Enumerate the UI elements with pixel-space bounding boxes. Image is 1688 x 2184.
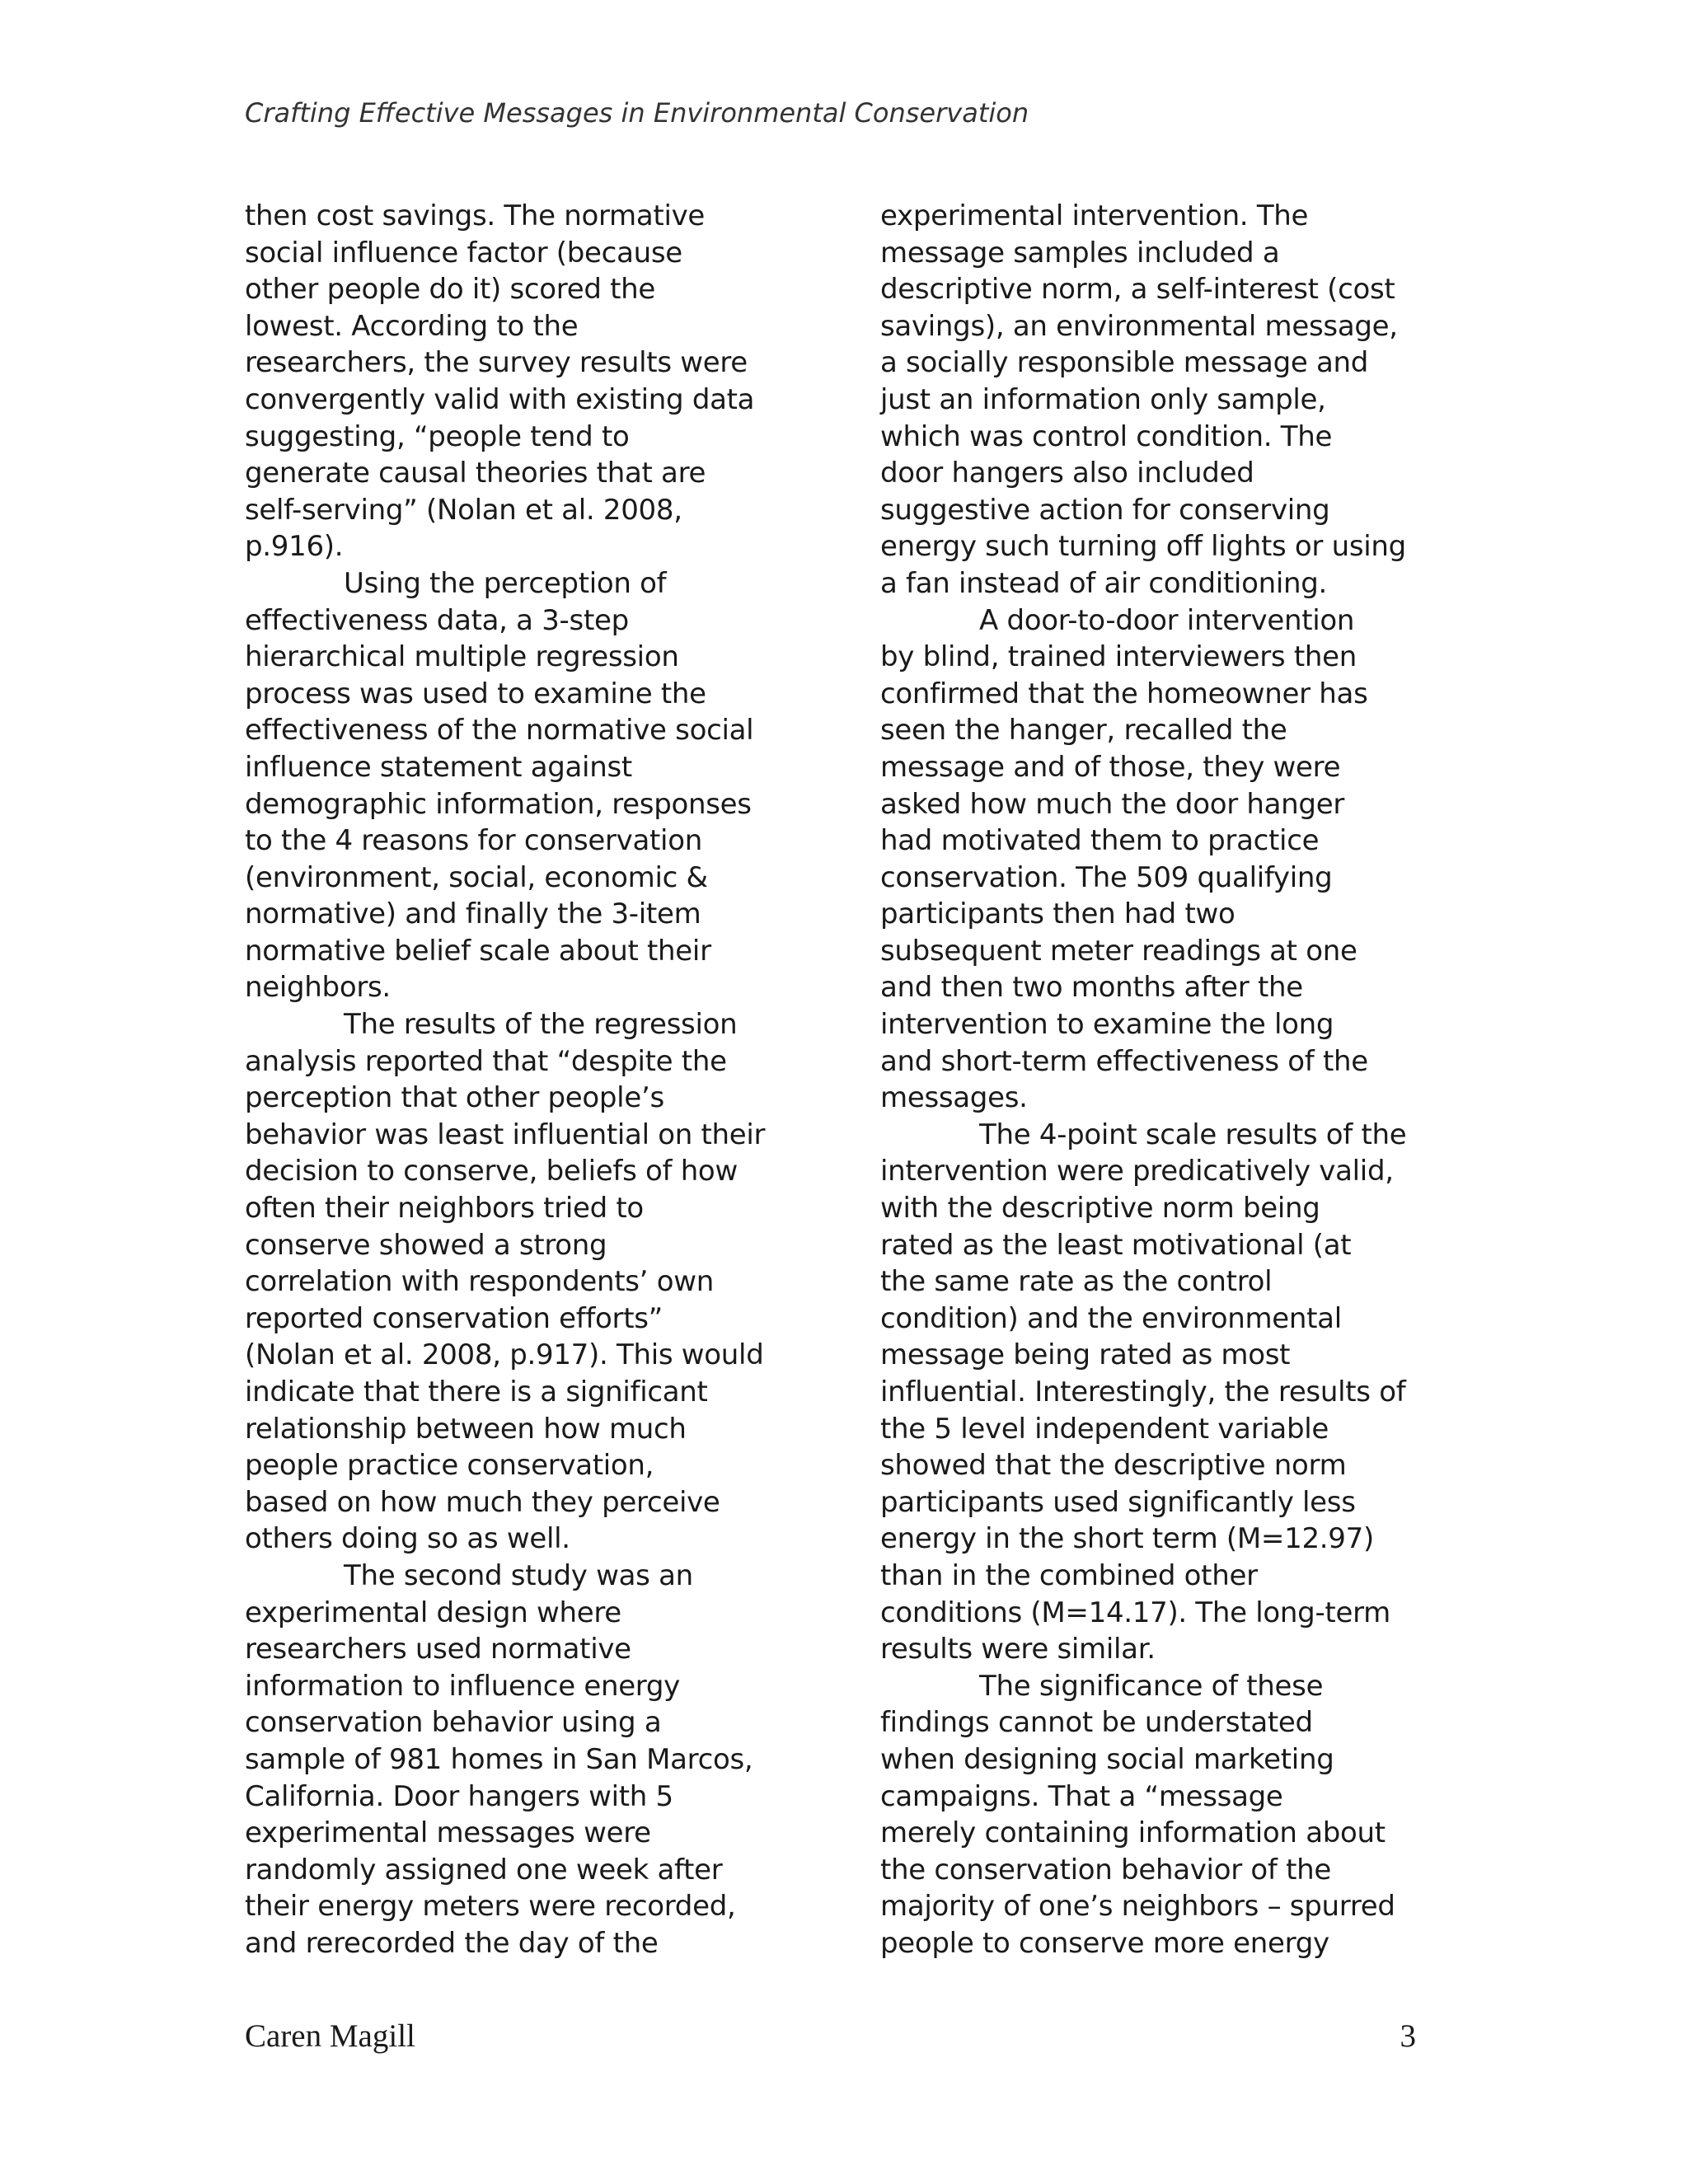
text-line: behavior was least influential on their: [245, 1118, 766, 1151]
text-line: then cost savings. The normative: [245, 199, 706, 232]
text-line: experimental design where: [245, 1596, 621, 1629]
text-line: to the 4 reasons for conservation: [245, 824, 702, 858]
text-line: conservation behavior using a: [245, 1706, 662, 1740]
text-line: randomly assigned one week after: [245, 1853, 723, 1886]
text-line: messages.: [880, 1081, 1028, 1115]
text-line: experimental messages were: [245, 1816, 651, 1850]
text-line: p.916).: [245, 530, 344, 564]
text-line: campaigns. That a “message: [880, 1779, 1283, 1813]
text-line: than in the combined other: [880, 1558, 1258, 1592]
text-line: influential. Interestingly, the results of: [880, 1376, 1406, 1408]
text-line: findings cannot be understated: [880, 1706, 1313, 1740]
text-line: intervention were predicatively valid,: [880, 1155, 1394, 1188]
text-line: other people do it) scored the: [245, 273, 656, 307]
text-line: effectiveness of the normative social: [245, 714, 754, 748]
text-line: seen the hanger, recalled the: [880, 714, 1287, 748]
text-line: demographic information, responses: [245, 787, 752, 821]
text-line: self-serving” (Nolan et al. 2008,: [245, 493, 682, 527]
text-line: showed that the descriptive norm: [880, 1449, 1347, 1483]
text-line: decision to conserve, beliefs of how: [245, 1155, 738, 1188]
text-line: social influence factor (because: [245, 236, 682, 269]
text-line: effectiveness data, a 3-step: [245, 603, 629, 637]
text-line: researchers used normative: [245, 1633, 631, 1666]
right-column: [880, 198, 1457, 1962]
text-line: sample of 981 homes in San Marcos,: [245, 1742, 753, 1776]
text-line: influence statement against: [245, 750, 632, 784]
text-line: a fan instead of air conditioning.: [880, 566, 1328, 600]
text-line: researchers, the survey results were: [245, 346, 748, 380]
text-line: door hangers also included: [880, 457, 1254, 490]
text-line: by blind, trained interviewers then: [880, 640, 1357, 674]
text-line: and then two months after the: [880, 971, 1303, 1005]
text-line: suggestive action for conserving: [880, 493, 1330, 527]
text-line: generate causal theories that are: [245, 457, 706, 490]
text-line: savings), an environmental message,: [880, 309, 1398, 343]
text-line: (environment, social, economic &: [245, 860, 708, 894]
text-line: participants used significantly less: [880, 1485, 1356, 1519]
footer-page-number: 3: [1400, 2018, 1416, 2054]
running-header: Crafting Effective Messages in Environmental Conservation: [245, 97, 1029, 129]
text-line: energy in the short term (M=12.97): [880, 1522, 1374, 1556]
text-line: correlation with respondents’ own: [245, 1265, 714, 1299]
text-line: their energy meters were recorded,: [245, 1890, 736, 1924]
text-line: The 4-point scale results of the: [979, 1118, 1407, 1151]
text-line: which was control condition. The: [880, 419, 1333, 453]
text-line: neighbors.: [245, 971, 391, 1005]
text-line: experimental intervention. The: [880, 199, 1309, 232]
text-line: confirmed that the homeowner has: [880, 677, 1368, 710]
text-line: California. Door hangers with 5: [245, 1779, 673, 1813]
text-line: people practice conservation,: [245, 1449, 654, 1483]
text-line: conditions (M=14.17). The long-term: [880, 1596, 1390, 1629]
text-line: had motivated them to practice: [880, 824, 1320, 858]
text-line: The significance of these: [979, 1669, 1324, 1703]
text-line: hierarchical multiple regression: [245, 640, 679, 674]
text-line: message samples included a: [880, 236, 1280, 269]
text-line: participants then had two: [880, 898, 1236, 931]
text-line: energy such turning off lights or using: [880, 530, 1406, 564]
text-line: reported conservation efforts”: [245, 1301, 663, 1335]
text-line: The results of the regression: [344, 1008, 738, 1042]
text-line: the 5 level independent variable: [880, 1412, 1329, 1446]
text-line: message and of those, they were: [880, 750, 1341, 784]
text-line: just an information only sample,: [880, 382, 1326, 416]
text-line: the conservation behavior of the: [880, 1853, 1331, 1886]
text-line: conserve showed a strong: [245, 1228, 607, 1262]
text-line: relationship between how much: [245, 1412, 687, 1446]
text-line: perception that other people’s: [245, 1081, 664, 1115]
text-line: asked how much the door hanger: [880, 787, 1345, 821]
text-line: indicate that there is a significant: [245, 1376, 708, 1408]
left-column: [245, 198, 822, 1962]
text-line: condition) and the environmental: [880, 1301, 1342, 1335]
text-line: Using the perception of: [344, 566, 667, 600]
text-line: A door-to-door intervention: [979, 603, 1355, 637]
text-line: people to conserve more energy: [880, 1926, 1329, 1960]
text-line: when designing social marketing: [880, 1742, 1334, 1776]
text-line: intervention to examine the long: [880, 1008, 1334, 1042]
text-line: (Nolan et al. 2008, p.917). This would: [245, 1338, 764, 1372]
text-line: information to influence energy: [245, 1669, 680, 1703]
text-line: suggesting, “people tend to: [245, 419, 630, 453]
text-line: with the descriptive norm being: [880, 1192, 1320, 1226]
text-line: and rerecorded the day of the: [245, 1926, 659, 1960]
text-line: the same rate as the control: [880, 1265, 1273, 1299]
text-line: descriptive norm, a self-interest (cost: [880, 273, 1395, 307]
text-line: process was used to examine the: [245, 677, 706, 710]
text-line: rated as the least motivational (at: [880, 1228, 1352, 1262]
text-line: majority of one’s neighbors – spurred: [880, 1890, 1395, 1924]
footer-author: Caren Magill: [245, 2018, 415, 2054]
text-line: results were similar.: [880, 1633, 1156, 1666]
text-line: analysis reported that “despite the: [245, 1044, 727, 1078]
text-line: and short-term effectiveness of the: [880, 1044, 1368, 1078]
text-line: a socially responsible message and: [880, 346, 1369, 380]
text-line: normative) and finally the 3-item: [245, 898, 701, 931]
text-line: conservation. The 509 qualifying: [880, 860, 1333, 894]
text-line: convergently valid with existing data: [245, 382, 755, 416]
text-line: lowest. According to the: [245, 309, 579, 343]
text-line: often their neighbors tried to: [245, 1192, 644, 1226]
text-line: subsequent meter readings at one: [880, 934, 1357, 968]
text-line: others doing so as well.: [245, 1522, 570, 1556]
text-line: based on how much they perceive: [245, 1485, 720, 1519]
text-line: normative belief scale about their: [245, 934, 711, 968]
text-line: The second study was an: [344, 1558, 693, 1592]
text-line: merely containing information about: [880, 1816, 1386, 1850]
text-line: message being rated as most: [880, 1338, 1291, 1372]
